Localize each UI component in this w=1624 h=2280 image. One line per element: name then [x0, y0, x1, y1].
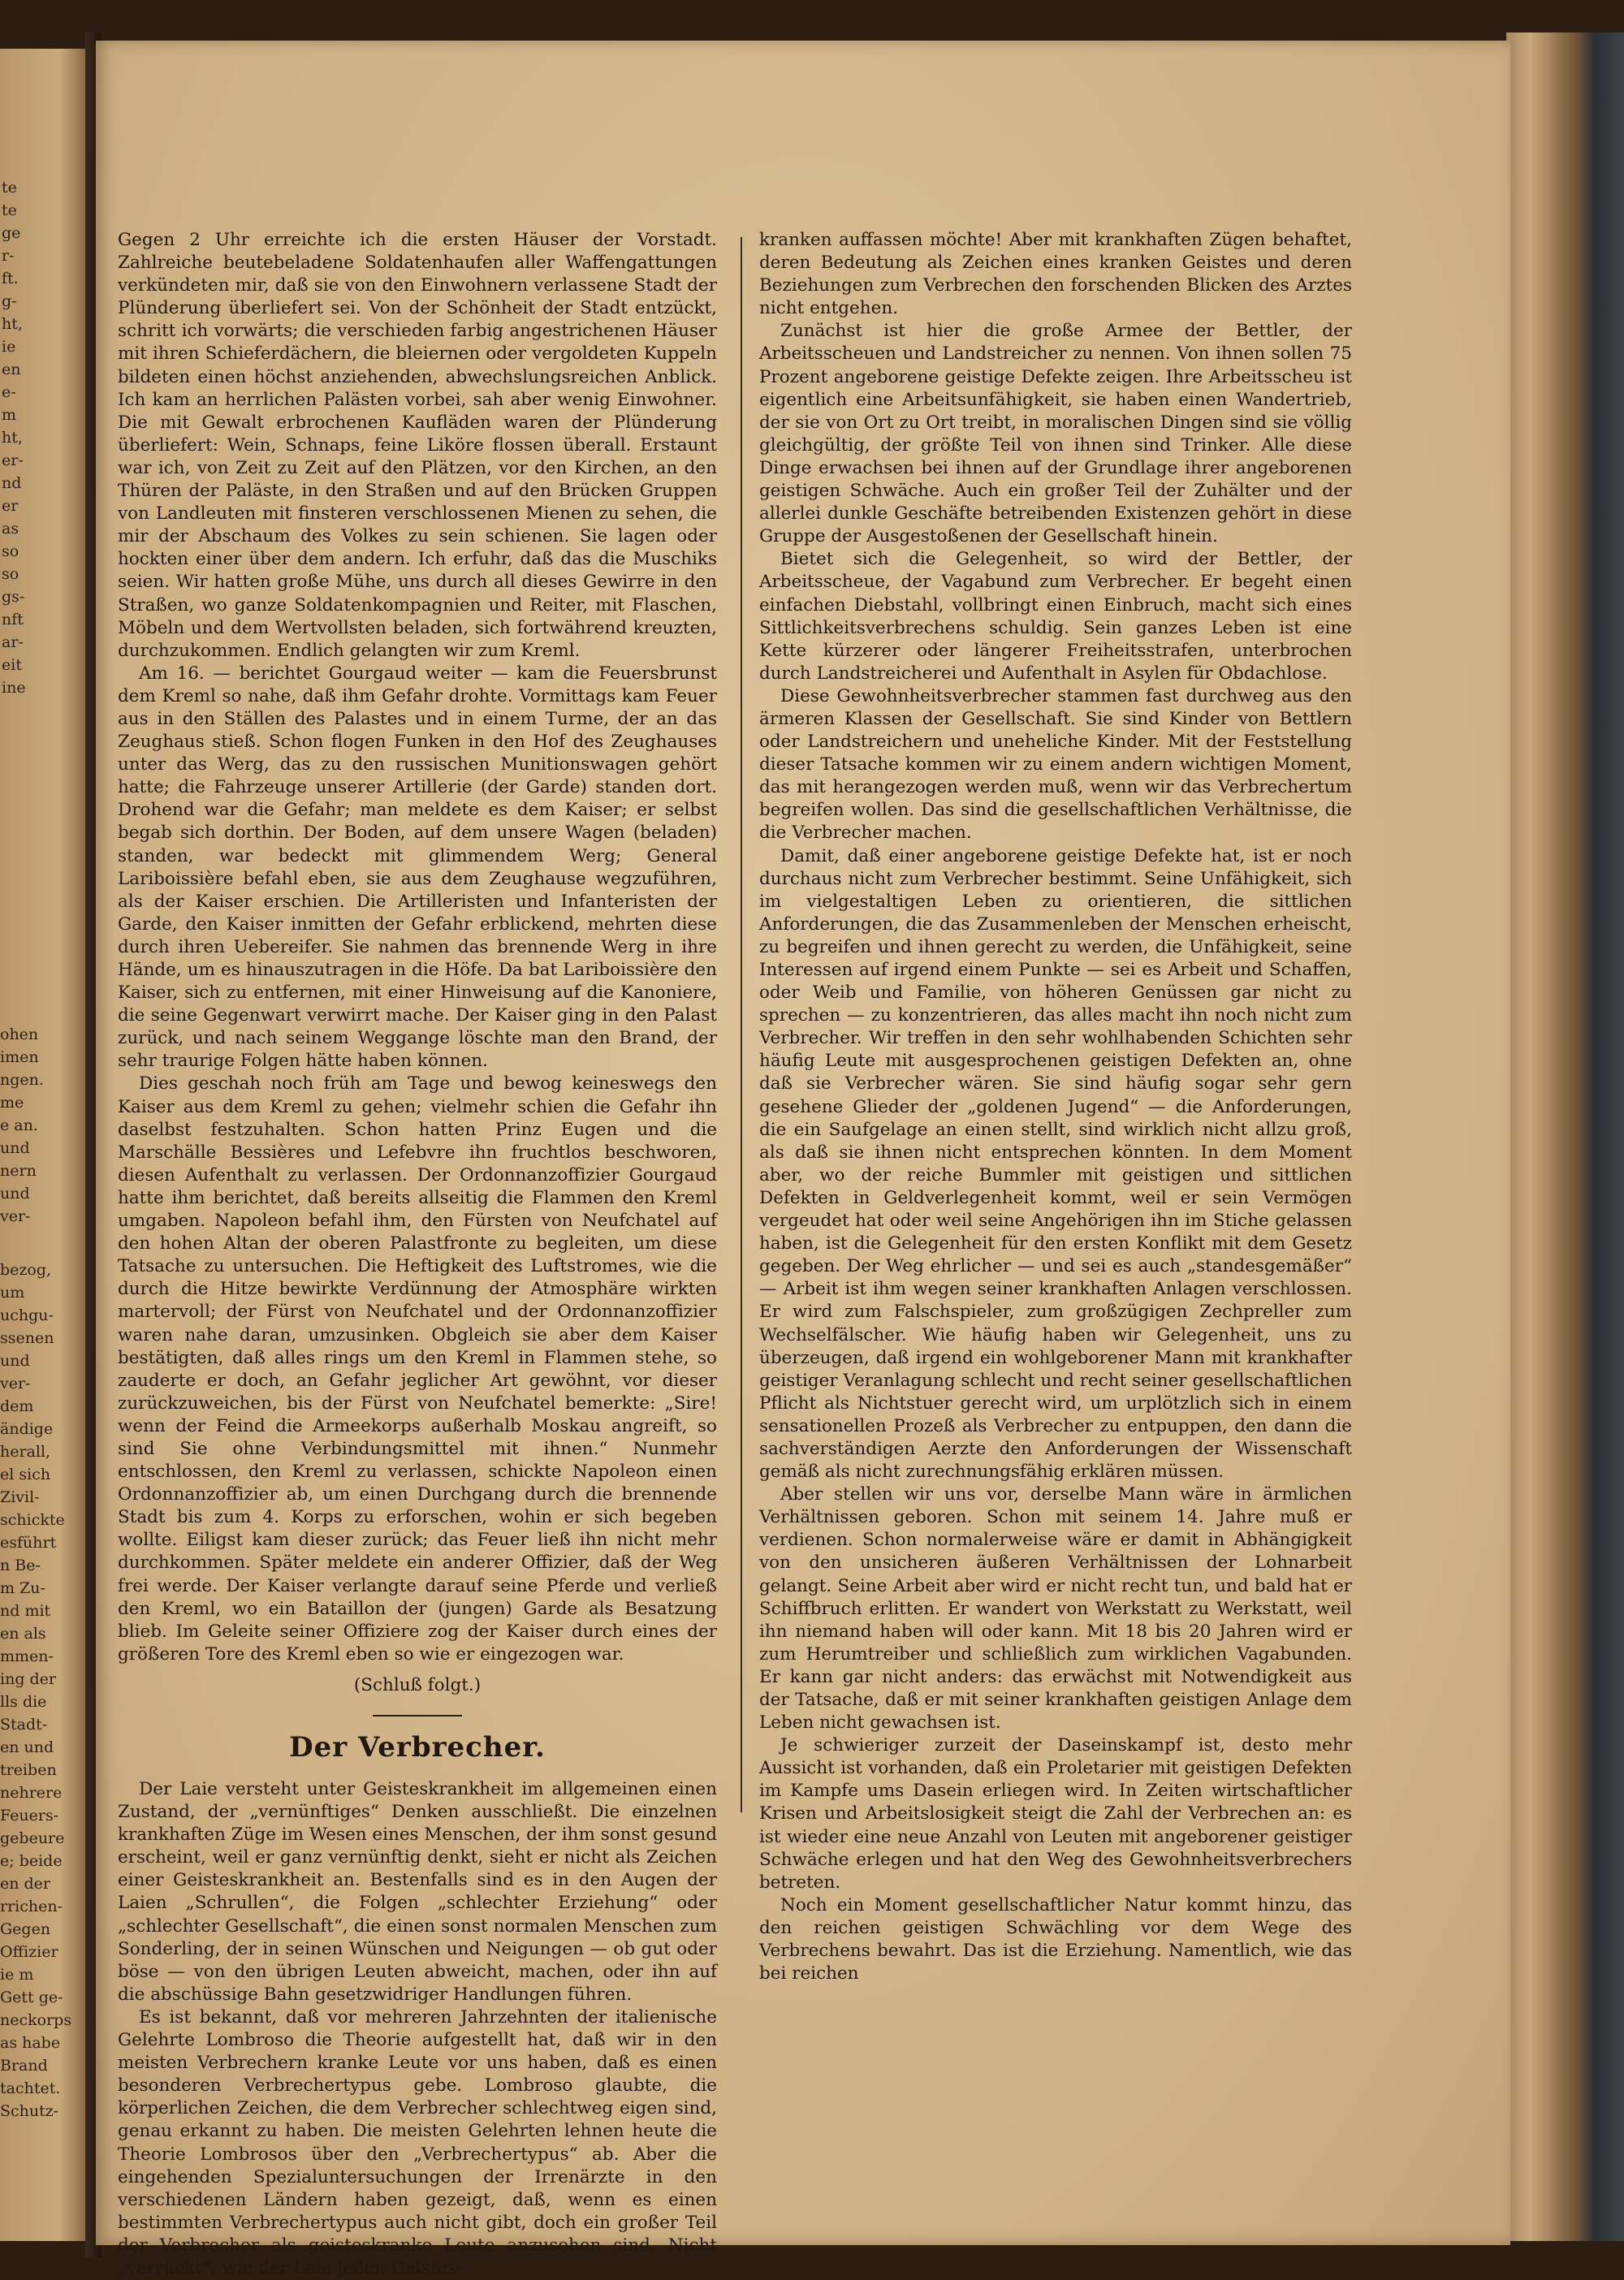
left-page-text-fragment: Feuers-: [0, 1807, 59, 1824]
left-page-text-fragment: so: [2, 542, 19, 560]
left-page-text-fragment: en: [2, 361, 21, 378]
left-page-text-fragment: Gegen: [0, 1920, 51, 1938]
left-page-text-fragment: Schutz-: [0, 2102, 59, 2120]
left-page-text-fragment: ie m: [0, 1966, 34, 1984]
left-page-text-fragment: en der: [0, 1875, 51, 1893]
paragraph: Je schwieriger zurzeit der Daseinskampf ist, desto mehr Aussicht ist vorhanden, daß ein Proletarier mit geistigen Defekten im Kampfe ums Dasein erliegen wird. In Zeiten wirtschaftlicher Krisen und Arbeitslosigkeit steigt die Zahl der Verbrechen an: es ist wieder eine neue Anzahl von Leuten mit angeborener geistiger Schwäche erlegen und hat den Weg des Gewohnheitsverbrechers betreten.: [759, 1735, 1352, 1893]
left-page-text-fragment: imen: [0, 1048, 39, 1066]
left-page-text-fragment: Brand: [0, 2057, 48, 2075]
left-page-text-fragment: tachtet.: [0, 2079, 61, 2097]
left-page-text-fragment: Zivil-: [0, 1488, 40, 1506]
left-page-text-fragment: Stadt-: [0, 1716, 48, 1734]
left-page-text-fragment: ie: [2, 338, 16, 356]
left-page-text-fragment: ing der: [0, 1670, 57, 1688]
left-page-text-fragment: as: [2, 520, 19, 538]
left-page-text-fragment: eit: [2, 656, 22, 674]
left-page-text-fragment: te: [2, 179, 17, 196]
left-page-text-fragment: nehrere: [0, 1784, 63, 1802]
left-page-text-fragment: lls die: [0, 1693, 47, 1711]
left-page-edge: [0, 49, 85, 2241]
right-page-edges: [1506, 32, 1624, 2241]
left-page-text-fragment: ge: [2, 224, 21, 242]
left-page-text-fragment: ver-: [0, 1207, 31, 1225]
left-page-text-fragment: neckorps: [0, 2011, 72, 2029]
left-page-text-fragment: en und: [0, 1738, 54, 1756]
left-page-text-fragment: ht,: [2, 315, 23, 333]
left-page-text-fragment: schickte: [0, 1511, 65, 1529]
paragraph: kranken auffassen möchte! Aber mit krankhaften Zügen behaftet, deren Bedeutung als Zeichen eines kranken Geistes und deren Beziehungen zum Verbrechen den forschenden Blicken des Arztes nicht entgehen.: [759, 230, 1352, 319]
paragraph: Gegen 2 Uhr erreichte ich die ersten Häuser der Vorstadt. Zahlreiche beutebeladene Soldatenhaufen aller Waffengattungen verkündeten mir, daß sie von den Einwohnern verlassene Stadt der Plünderung überliefert sei. Von der Schönheit der Stadt entzückt, schritt ich vorwärts; die verschieden farbig angestrichenen Häuser mit ihren Schieferdächern, die bleiernen oder vergoldeten Kuppeln bildeten einen höchst anziehenden, abwechslungsreichen Anblick. Ich kam an herrlichen Palästen vorbei, sah aber wenig Einwohner. Die mit Gewalt erbrochenen Kaufläden waren der Plünderung überliefert: Wein, Schnaps, feine Liköre flossen überall. Erstaunt war ich, von Zeit zu Zeit auf den Plätzen, vor den Kirchen, an den Thüren der Paläste, in den Straßen und auf den Brücken Gruppen von Landleuten mit finsteren verschlossenen Mienen zu sehen, die mir der Abschaum des Volkes zu sein schienen. Sie lagen oder hockten einer über dem andern. Ich erfuhr, daß das die Muschiks seien. Wir hatten große Mühe, uns durch all dieses Gewirre in den Straßen, wo ganze Soldatenkompagnien und Reiter, mit Flaschen, Möbeln und dem Wertvollsten beladen, sich fortwährend kreuzten, durchzukommen. Endlich gelangten wir zum Kreml.: [118, 230, 717, 661]
left-page-text-fragment: gebeure: [0, 1829, 65, 1847]
left-page-text-fragment: und: [0, 1185, 30, 1203]
left-page-text-fragment: ar-: [2, 633, 24, 651]
left-page-text-fragment: r-: [2, 247, 15, 265]
paragraph: Zunächst ist hier die große Armee der Bettler, der Arbeitsscheuen und Landstreicher zu nennen. Von ihnen sollen 75 Prozent angeborene geistige Defekte zeigen. Ihre Arbeitsscheu ist eigentlich eine Arbeitsunfähigkeit, sie haben einen Wandertrieb, der sie von Ort zu Ort treibt, in moralischen Dingen sind sie völlig gleichgültig, der größte Teil von ihnen sind Trinker. Alle diese Dinge erwachsen bei ihnen auf der Grundlage ihrer angeborenen geistigen Schwäche. Auch ein großer Teil der Zuhälter und der allerlei dunkle Geschäfte betreibenden Existenzen gehört in diese Gruppe der Ausgestoßenen der Gesellschaft hinein.: [759, 321, 1352, 547]
right-column: [759, 229, 1352, 1985]
left-page-text-fragment: gs-: [2, 588, 25, 606]
left-page-text-fragment: e-: [2, 383, 16, 401]
left-page-text-fragment: nd mit: [0, 1602, 51, 1620]
left-page-text-fragment: er-: [2, 451, 24, 469]
left-page-text-fragment: me: [0, 1094, 24, 1112]
left-page-text-fragment: el sich: [0, 1466, 51, 1483]
paragraph: Der Laie versteht unter Geisteskrankheit im allgemeinen einen Zustand, der „vernünftiges“ Denken ausschließt. Die einzelnen krankhaften Züge im Wesen eines Menschen, der ihm sonst gesund erscheint, weil er ganz vernünftig denkt, sieht er nicht als Zeichen einer Geisteskrankheit an. Bestenfalls sind es in den Augen der Laien „Schrullen“, die Folgen „schlechter Erziehung“ oder „schlechter Gesellschaft“, die einen sonst normalen Menschen zum Sonderling, der in seinen Wünschen und Neigungen — ob gut oder böse — von den übrigen Leuten abweicht, machen, oder ihn auf die abschüssige Bahn gesetzwidriger Handlungen führen.: [118, 1779, 718, 2005]
paragraph: Bietet sich die Gelegenheit, so wird der Bettler, der Arbeitsscheue, der Vagabund zum Verbrecher. Er begeht einen einfachen Diebstahl, vollbringt einen Einbruch, macht sich eines Sittlichkeitsverbrechens schuldig. Sein ganzes Leben ist eine Kette kürzerer oder längerer Freiheitsstrafen, unterbrochen durch Landstreicherei und Aufenthalt in Asylen für Obdachlose.: [759, 549, 1352, 684]
section-rule: [373, 1715, 462, 1716]
left-page-text-fragment: uchgu-: [0, 1306, 54, 1324]
paragraph: Dies geschah noch früh am Tage und bewog keineswegs den Kaiser aus dem Kreml zu gehen; vielmehr schien die Gefahr ihn daselbst festzuhalten. Schon hatten Prinz Eugen und die Marschälle Bessières und Lefebvre ihn fruchtlos beschworen, diesen Aufenthalt zu verlassen. Der Ordonnanzoffizier Gourgaud hatte ihm berichtet, daß bereits allseitig die Flammen den Kreml umgaben. Napoleon befahl ihm, den Fürsten von Neufchatel auf den hohen Altan der oberen Palastfronte zu begleiten, um diese Tatsache zu untersuchen. Die Heftigkeit des Luftstromes, wie die durch die Hitze bewirkte Verdünnung der Atmosphäre wirkten martervoll; der Fürst von Neufchatel und der Ordonnanzoffizier waren nahe daran, umzusinken. Obgleich sie aber dem Kaiser bestätigten, daß alles rings um den Kreml in Flammen stehe, so zauderte er doch, an Gefahr jeglicher Art gewöhnt, vor dieser zurückzuweichen, bis der Fürst von Neufchatel bemerkte: „Sire! wenn der Feind die Armeekorps außerhalb Moskau angreift, so sind Sie ohne Verbindungsmittel mit ihnen.“ Nunmehr entschlossen, den Kreml zu verlassen, schickte Napoleon einen Ordonnanzoffizier ab, um einen Durchgang durch die brennende Stadt bis zum 4. Korps zu erforschen, wohin er sich begeben wollte. Eiligst kam dieser zurück; das Feuer ließ ihn nicht mehr durchkommen. Später meldete ein anderer Offizier, daß der Weg frei werde. Der Kaiser verlangte darauf seine Pferde und verließ den Kreml, wo ein Bataillon der (jungen) Garde als Besatzung blieb. Im Geleite seiner Offiziere zog der Kaiser durch eines der größeren Tore des Kreml eben so wie er eingezogen war.: [118, 1073, 717, 1665]
left-page-text-fragment: en als: [0, 1625, 46, 1643]
paragraph: Am 16. — berichtet Gourgaud weiter — kam die Feuersbrunst dem Kreml so nahe, daß ihm Gefahr drohte. Vormittags kam Feuer aus in den Ställen des Palastes und in einem Turme, der an das Zeughaus stieß. Schon flogen Funken in den Hof des Zeughauses unter das Werg, das zu den russischen Munitionswagen gehört hatte; die Fahrzeuge unserer Artillerie (der Garde) standen dort. Drohend war die Gefahr; man meldete es dem Kaiser; er selbst begab sich dorthin. Der Boden, auf dem unsere Wagen (beladen) standen, war bedeckt mit glimmendem Werg; General Lariboissière befahl eben, sie aus dem Zeughause wegzuführen, als der Kaiser erschien. Die Artilleristen und Infanteristen der Garde, den Kaiser inmitten der Gefahr erblickend, mehrten diese durch ihren Uebereifer. Sie nahmen das brennende Werg in ihre Hände, um es hinauszutragen in die Höfe. Da bat Lariboissière den Kaiser, sich zu entfernen, mit einer Hinweisung auf die Kanoniere, die seine Gegenwart verwirrt mache. Der Kaiser ging in den Palast zurück, und nach seinem Weggange löschte man den Brand, der sehr traurige Folgen hätte haben können.: [118, 663, 717, 1072]
continued-note: (Schluß folgt.): [353, 1674, 482, 1695]
left-page-text-fragment: und: [0, 1352, 30, 1370]
paragraph: Diese Gewohnheitsverbrecher stammen fast durchweg aus den ärmeren Klassen der Gesellschaft. Sie sind Kinder von Bettlern oder Landstreichern und uneheliche Kinder. Mit der Feststellung dieser Tatsache kommen wir zu einem andern wichtigen Moment, das mit herangezogen werden muß, wenn wir das Verbrechertum begreifen wollen. Das sind die gesellschaftlichen Verhältnisse, die die Verbrecher machen.: [759, 685, 1352, 844]
left-page-text-fragment: nft: [2, 611, 24, 628]
left-page-text-fragment: rrichen-: [0, 1898, 63, 1915]
left-page-text-fragment: treiben: [0, 1761, 57, 1779]
left-page-text-fragment: so: [2, 565, 19, 583]
left-page-text-fragment: Gett ge-: [0, 1989, 63, 2006]
left-page-text-fragment: e an.: [0, 1116, 38, 1134]
left-page-text-fragment: und: [0, 1139, 30, 1157]
left-page-text-fragment: ssenen: [0, 1329, 54, 1347]
left-page-text-fragment: te: [2, 201, 17, 219]
left-page-text-fragment: m Zu-: [0, 1579, 45, 1597]
left-page-text-fragment: mmen-: [0, 1647, 54, 1665]
left-page-text-fragment: dem: [0, 1397, 34, 1415]
left-page-text-fragment: herall,: [0, 1443, 51, 1461]
left-page-text-fragment: ft.: [2, 270, 19, 287]
paragraph: Es ist bekannt, daß vor mehreren Jahrzehnten der italienische Gelehrte Lombroso die Theorie aufgestellt hat, daß wir in den meisten Verbrechern kranke Leute vor uns haben, daß es einen besonderen Verbrechertypus gebe. Lombroso glaubte, die körperlichen Zeichen, die dem Verbrecher schlechtweg eigen sind, genau erkannt zu haben. Die meisten Gelehrten lehnen heute die Theorie Lombrosos über den „Verbrechertypus“ ab. Aber die eingehenden Spezialuntersuchungen der Irrenärzte in den verschiedenen Ländern haben gezeigt, daß, wenn es einen bestimmten Verbrechertypus auch nicht gibt, doch ein großer Teil der Verbrecher als geisteskranke Leute anzusehen sind. Nicht „verrückt“, wie der Laie jeden Geistes-: [118, 2006, 717, 2278]
left-page-text-fragment: ändige: [0, 1420, 54, 1438]
left-page-text-fragment: ngen.: [0, 1071, 44, 1089]
left-page-text-fragment: ine: [2, 679, 26, 697]
paragraph: Noch ein Moment gesellschaftlicher Natur kommt hinzu, das den reichen geistigen Schwächling vor dem Wege des Verbrechens bewahrt. Das ist die Erziehung. Namentlich, wie das bei reichen: [759, 1894, 1352, 1984]
left-page-text-fragment: bezog,: [0, 1261, 52, 1279]
left-page-text-fragment: ohen: [0, 1026, 39, 1043]
left-page-text-fragment: nern: [0, 1162, 37, 1180]
left-page-text-fragment: e; beide: [0, 1852, 63, 1870]
left-page-text-fragment: as habe: [0, 2034, 61, 2052]
column-divider: [741, 237, 742, 1812]
article-heading: Der Verbrecher.: [289, 1731, 546, 1764]
left-page-text-fragment: nd: [2, 474, 22, 492]
left-page-text-fragment: er: [2, 497, 19, 515]
left-page-text-fragment: Offizier: [0, 1943, 58, 1961]
left-page-text-fragment: g-: [2, 292, 17, 310]
left-column: [118, 229, 717, 2280]
left-page-text-fragment: esführt: [0, 1534, 57, 1552]
left-page-text-fragment: m: [2, 406, 17, 424]
paragraph: Damit, daß einer angeborene geistige Defekte hat, ist er noch durchaus nicht zum Verbrecher bestimmt. Seine Unfähigkeit, sich im vielgestaltigen Leben zu orientieren, die sittlichen Anforderungen, die das Zusammenleben der Menschen erheischt, zu begreifen und ihnen gerecht zu werden, die Unfähigkeit, seine Interessen auf irgend einem Punkte — sei es Arbeit und Schaffen, oder Weib und Familie, von höheren Genüssen gar nicht zu sprechen — zu konzentrieren, das alles macht ihn noch nicht zum Verbrecher. Wir treffen in den sehr wohlhabenden Schichten sehr häufig Leute mit ausgesprochenen geistigen Defekten an, ohne daß sie Verbrecher wären. Sie sind häufig sogar sehr gern gesehene Glieder der „goldenen Jugend“ — die Anforderungen, die ein Saufgelage an einen stellt, sind wirklich nicht allzu groß, als daß sie ihnen nicht entsprechen könnten. In dem Moment aber, wo der reiche Bummler mit geistigen und sittlichen Defekten in Geldverlegenheit kommt, weil er sein Vermögen vergeudet hat oder weil seine Angehörigen ihn im Stiche gelassen haben, ist die Gelegenheit für den ersten Konflikt mit dem Gesetz gegeben. Der Weg ehrlicher — und sei es auch „standesgemäßer“ — Arbeit ist ihm wegen seiner krankhaften Anlagen verschlossen. Er wird zum Falschspieler, zum großzügigen Zechpreller zum Wechselfälscher. Wie häufig haben wir Gelegenheit, uns zu überzeugen, daß irgend ein wohlgeborener Mann mit krankhafter geistiger Veranlagung schlecht und recht seiner gesellschaftlichen Pflicht als Nichtstuer gerecht wird, um urplötzlich sich in einem sensationellen Prozeß als Verbrecher zu entpuppen, den dann die sachverständigen Aerzte den Anforderungen der Wissenschaft gemäß als nicht zurechnungsfähig erklären müssen.: [759, 845, 1352, 1483]
left-page-text-fragment: ht,: [2, 429, 23, 447]
left-page-text-fragment: um: [0, 1284, 25, 1302]
paragraph: Aber stellen wir uns vor, derselbe Mann wäre in ärmlichen Verhältnissen geboren. Schon mit seinem 14. Jahre muß er verdienen. Schon normalerweise wäre er damit in Abhängigkeit von den unsicheren äußeren Verhältnissen der Lohnarbeit gelangt. Seine Arbeit aber wird er nicht recht tun, und bald hat er Schiffbruch erlitten. Er wandert von Werkstatt zu Werkstatt, weil ihn niemand haben will oder kann. Mit 18 bis 20 Jahren wird er zum Herumtreiber und schließlich zum wirklichen Vagabunden. Er kann gar nicht anders: das erwächst mit Notwendigkeit aus der Tatsache, daß er mit seiner krankhaften geistigen Anlage dem Leben nicht gewachsen ist.: [759, 1484, 1352, 1734]
left-page-text-fragment: ver-: [0, 1375, 31, 1393]
left-page-text-fragment: n Be-: [0, 1557, 41, 1574]
